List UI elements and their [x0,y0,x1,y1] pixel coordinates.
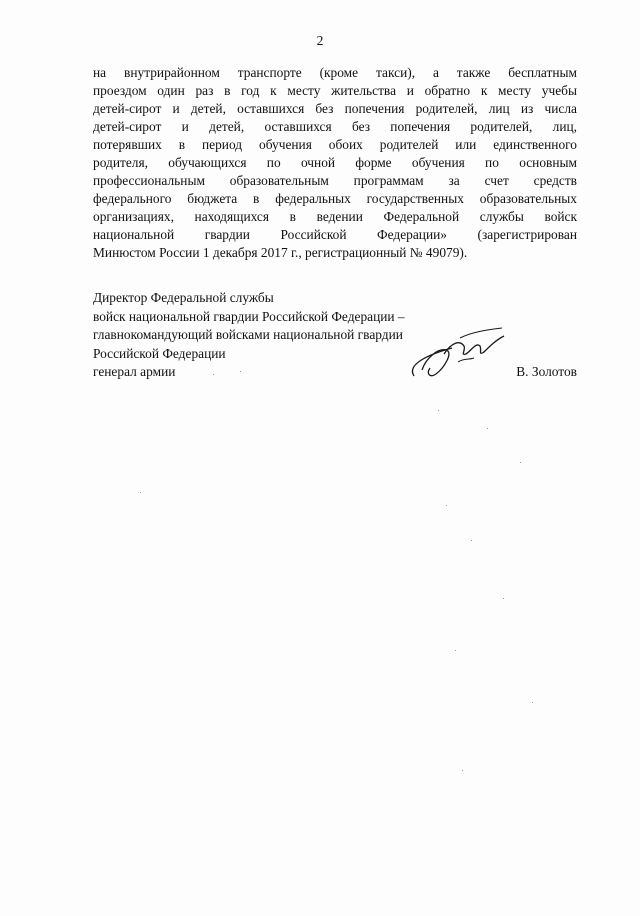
body-line: на внутрирайонном транспорте (кроме такси), а также бесплатным [93,65,577,80]
scan-speck [213,374,214,375]
scan-speck [455,650,456,651]
scan-speck [487,428,488,429]
body-line: проездом один раз в год к месту жительства и обратно к месту учебы [93,83,577,98]
body-line: потерявших в период обучения обоих родителей или единственного [93,137,577,152]
body-line: детей-сирот и детей, оставшихся без попечения родителей, лиц из числа [93,101,577,116]
scan-speck [140,492,141,493]
signer-name: В. Золотов [516,364,577,379]
scan-speck [446,505,447,506]
body-line: Минюстом России 1 декабря 2017 г., регистрационный № 49079). [93,245,468,260]
body-line: федерального бюджета в федеральных государственных образовательных [93,191,577,206]
signer-rank: генерал армии [93,364,176,379]
body-line: организациях, находящихся в ведении Федеральной службы войск [93,209,577,224]
scan-speck [462,770,463,771]
scan-speck [240,371,241,372]
scan-speck [438,410,439,411]
body-line: профессиональным образовательным программам за счет средств [93,173,577,188]
signer-title-line: Директор Федеральной службы [93,290,274,305]
scan-speck [503,598,504,599]
body-paragraph [93,64,577,262]
body-line: национальной гвардии Российской Федерации» (зарегистрирован [93,227,577,242]
signer-title-line: главнокомандующий войсками национальной гвардии [93,327,403,342]
scan-speck [532,702,533,703]
handwritten-signature [400,318,510,388]
page-number: 2 [316,33,324,48]
body-line: детей-сирот и детей, оставшихся без попечения родителей, лиц, [93,119,577,134]
signer-title-line: войск национальной гвардии Российской Федерации – [93,308,405,324]
scan-speck [520,462,521,463]
scan-speck [471,540,472,541]
signer-title-line: Российской Федерации [93,345,226,361]
body-line: родителя, обучающихся по очной форме обучения по основным [93,155,577,170]
